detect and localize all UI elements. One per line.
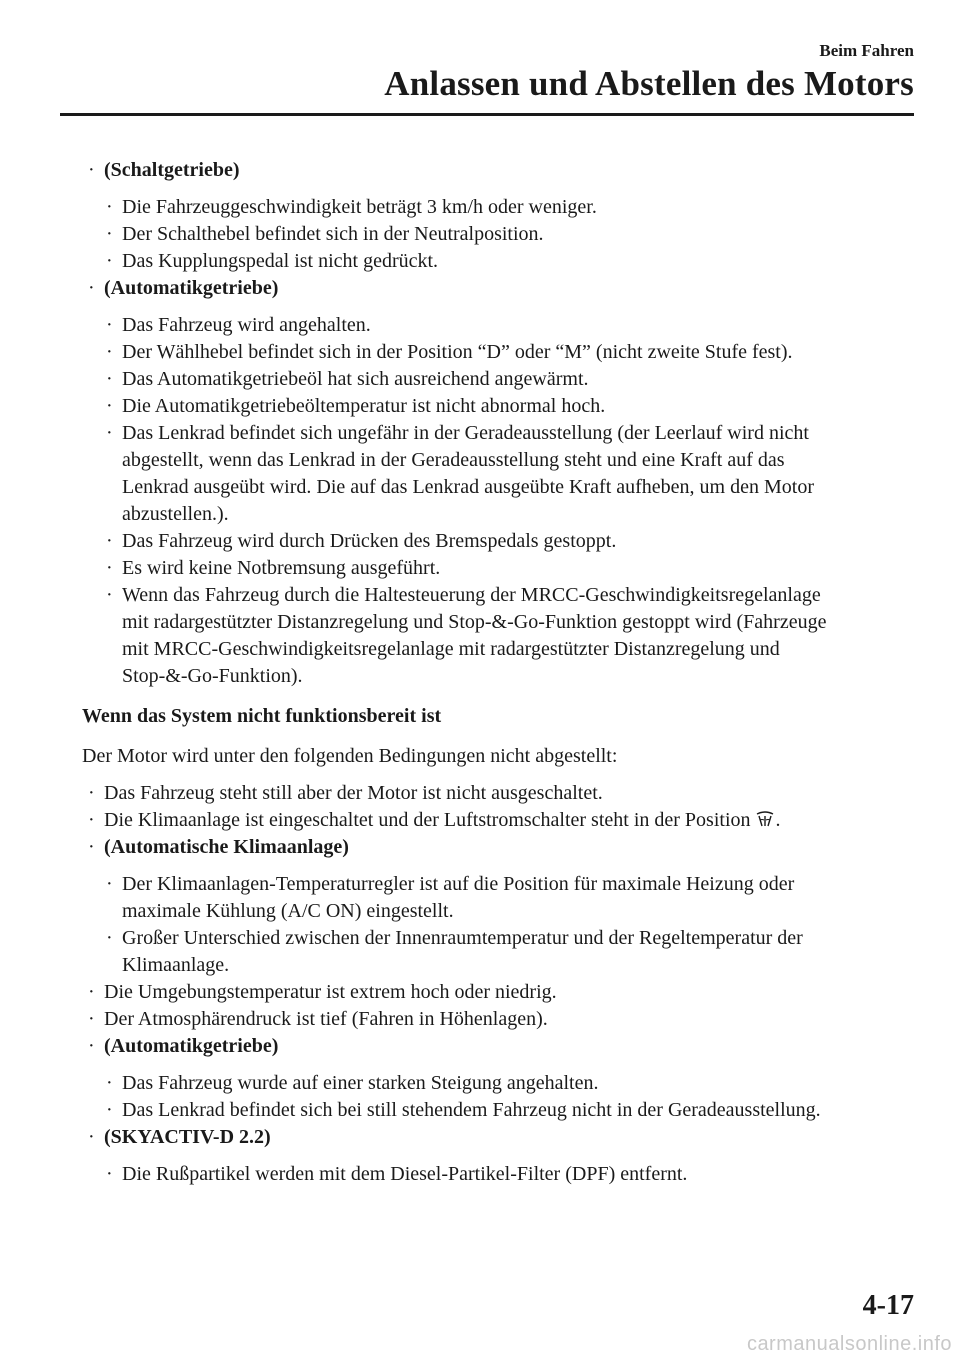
list-item-text: (Schaltgetriebe)	[104, 159, 240, 181]
bullet: ·	[88, 1035, 95, 1057]
list-item-text: Es wird keine Notbremsung ausgeführt.	[122, 557, 441, 579]
list-item-text: Das Fahrzeug wird angehalten.	[122, 314, 371, 336]
bullet: ·	[106, 584, 113, 606]
list-item	[82, 1070, 922, 1097]
page-number: 4-17	[862, 1290, 914, 1321]
list-item	[82, 807, 922, 834]
bullet: ·	[88, 782, 95, 804]
list-heading-skyactiv-d	[82, 1124, 922, 1151]
bullet: ·	[106, 223, 113, 245]
bullet: ·	[106, 368, 113, 390]
list-item-text: Der Schalthebel befindet sich in der Neutralposition.	[122, 223, 544, 245]
list-item-line: abzustellen.).	[122, 503, 229, 525]
list-heading-manual-transmission	[82, 157, 922, 184]
watermark: carmanualsonline.info	[746, 1333, 952, 1355]
bullet: ·	[106, 341, 113, 363]
bullet: ·	[88, 1126, 95, 1148]
list-item-text: Die Automatikgetriebeöltemperatur ist nicht abnormal hoch.	[122, 395, 606, 417]
list-item	[82, 979, 922, 1006]
header-divider	[60, 113, 914, 116]
list-heading-automatic-climate	[82, 834, 922, 861]
list-item	[82, 925, 922, 979]
list-item-line: mit radargestützter Distanzregelung und Stop-&-Go-Funktion gestoppt wird (Fahrzeuge	[122, 611, 827, 633]
bullet: ·	[88, 159, 95, 181]
bullet: ·	[88, 277, 95, 299]
list-item-line: Stop-&-Go-Funktion).	[122, 665, 303, 687]
list-item	[82, 339, 922, 366]
list-item-text: Das Lenkrad befindet sich bei still stehendem Fahrzeug nicht in der Geradeausstellung.	[122, 1099, 821, 1121]
list-item-line: maximale Kühlung (A/C ON) eingestellt.	[122, 900, 454, 922]
list-heading-automatic-transmission	[82, 1033, 922, 1060]
bullet: ·	[106, 557, 113, 579]
bullet: ·	[106, 873, 113, 895]
list-item-line: Wenn das Fahrzeug durch die Haltesteuerung der MRCC-Geschwindigkeitsregelanlage	[122, 584, 821, 606]
list-item	[82, 393, 922, 420]
list-item	[82, 555, 922, 582]
bullet: ·	[106, 314, 113, 336]
list-item-line: Das Lenkrad befindet sich ungefähr in der Geradeausstellung (der Leerlauf wird nicht	[122, 422, 809, 444]
list-item	[82, 248, 922, 275]
bullet: ·	[88, 809, 95, 831]
bullet: ·	[106, 395, 113, 417]
list-item-text: Der Wählhebel befindet sich in der Position “D” oder “M” (nicht zweite Stufe fest).	[122, 341, 793, 363]
bullet: ·	[106, 1163, 113, 1185]
list-item	[82, 366, 922, 393]
section-label: Beim Fahren	[819, 41, 914, 60]
bullet: ·	[88, 1008, 95, 1030]
list-item-text: Das Automatikgetriebeöl hat sich ausreichend angewärmt.	[122, 368, 589, 390]
list-item-text: Die Umgebungstemperatur ist extrem hoch oder niedrig.	[104, 981, 557, 1003]
page-title: Anlassen und Abstellen des Motors	[384, 64, 914, 103]
list-item-text-end: .	[775, 809, 781, 831]
bullet: ·	[106, 250, 113, 272]
list-item-line: abgestellt, wenn das Lenkrad in der Geradeausstellung steht und eine Kraft auf das	[122, 449, 785, 471]
bullet: ·	[106, 422, 113, 444]
bullet: ·	[106, 1099, 113, 1121]
list-item-text: (Automatikgetriebe)	[104, 277, 279, 299]
page-header	[60, 40, 914, 116]
list-item-text: (Automatikgetriebe)	[104, 1035, 279, 1057]
list-item	[82, 420, 922, 528]
list-item-line: Großer Unterschied zwischen der Innenraumtemperatur und der Regeltemperatur der	[122, 927, 803, 949]
list-item	[82, 1006, 922, 1033]
list-item-line: Klimaanlage.	[122, 954, 230, 976]
list-item-line: Lenkrad ausgeübt wird. Die auf das Lenkrad ausgeübte Kraft aufheben, um den Motor	[122, 476, 814, 498]
list-item-text: Die Rußpartikel werden mit dem Diesel-Partikel-Filter (DPF) entfernt.	[122, 1163, 688, 1185]
list-item-text-start: Die Klimaanlage ist eingeschaltet und der Luftstromschalter steht in der Position	[104, 809, 751, 831]
section-heading: Wenn das System nicht funktionsbereit ist	[82, 705, 442, 727]
list-item-line: Der Klimaanlagen-Temperaturregler ist auf die Position für maximale Heizung oder	[122, 873, 795, 895]
list-item-line: mit MRCC-Geschwindigkeitsregelanlage mit radargestützter Distanzregelung und	[122, 638, 780, 660]
list-item	[82, 221, 922, 248]
bullet: ·	[106, 927, 113, 949]
list-item-text: Der Atmosphärendruck ist tief (Fahren in Höhenlagen).	[104, 1008, 548, 1030]
list-item	[82, 871, 922, 925]
list-item	[82, 312, 922, 339]
list-item	[82, 1161, 922, 1188]
list-heading-automatic-transmission	[82, 275, 922, 302]
bullet: ·	[106, 196, 113, 218]
list-item-text: (SKYACTIV-D 2.2)	[104, 1126, 271, 1148]
bullet: ·	[106, 530, 113, 552]
list-item-text: Die Fahrzeuggeschwindigkeit beträgt 3 km/h oder weniger.	[122, 196, 597, 218]
main-content	[82, 157, 922, 1188]
bullet: ·	[88, 981, 95, 1003]
list-item	[82, 780, 922, 807]
bullet: ·	[88, 836, 95, 858]
list-item-text	[104, 807, 922, 834]
list-item-text: Das Fahrzeug wurde auf einer starken Steigung angehalten.	[122, 1072, 599, 1094]
list-item-text: Das Fahrzeug steht still aber der Motor ist nicht ausgeschaltet.	[104, 782, 603, 804]
paragraph: Der Motor wird unter den folgenden Bedingungen nicht abgestellt:	[82, 745, 618, 767]
list-item-text: (Automatische Klimaanlage)	[104, 836, 349, 858]
list-item	[82, 582, 922, 690]
bullet: ·	[106, 1072, 113, 1094]
list-item-text: Das Fahrzeug wird durch Drücken des Bremspedals gestoppt.	[122, 530, 617, 552]
list-item	[82, 528, 922, 555]
list-item	[82, 194, 922, 221]
defroster-airflow-icon	[754, 809, 776, 827]
list-item	[82, 1097, 922, 1124]
list-item-text: Das Kupplungspedal ist nicht gedrückt.	[122, 250, 439, 272]
